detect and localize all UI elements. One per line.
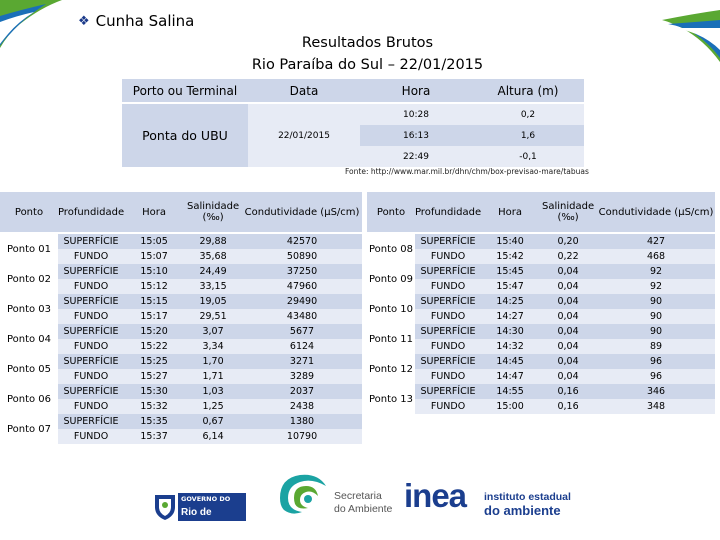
table-row bbox=[367, 309, 715, 324]
point-label: Ponto 01 bbox=[0, 233, 58, 264]
time-cell: 15:22 bbox=[124, 339, 184, 354]
conductivity-cell: 10790 bbox=[242, 429, 362, 444]
tide-header-hora: Hora bbox=[360, 79, 472, 103]
tide-hora: 16:13 bbox=[360, 125, 472, 146]
tide-port: Ponta do UBU bbox=[122, 103, 248, 167]
header-hora: Hora bbox=[124, 192, 184, 233]
conductivity-cell: 3271 bbox=[242, 354, 362, 369]
table-row bbox=[0, 414, 362, 429]
depth-cell: SUPERFÍCIE bbox=[58, 354, 124, 369]
conductivity-cell: 96 bbox=[597, 354, 715, 369]
salinity-cell: 24,49 bbox=[184, 264, 242, 279]
depth-cell: FUNDO bbox=[415, 339, 481, 354]
point-label: Ponto 06 bbox=[0, 384, 58, 414]
secretaria-ambiente-logo bbox=[276, 470, 396, 518]
depth-cell: SUPERFÍCIE bbox=[58, 384, 124, 399]
tide-row bbox=[122, 103, 584, 125]
tide-header-altura: Altura (m) bbox=[472, 79, 584, 103]
header-profundidade: Profundidade bbox=[415, 192, 481, 233]
salinity-cell: 0,04 bbox=[539, 324, 597, 339]
salinity-cell: 0,04 bbox=[539, 294, 597, 309]
salinity-cell: 35,68 bbox=[184, 249, 242, 264]
table-row bbox=[0, 354, 362, 369]
results-subtitle: Rio Paraíba do Sul – 22/01/2015 bbox=[251, 57, 484, 73]
point-label: Ponto 07 bbox=[0, 414, 58, 444]
conductivity-cell: 5677 bbox=[242, 324, 362, 339]
inea-logo bbox=[404, 477, 576, 523]
time-cell: 15:42 bbox=[481, 249, 539, 264]
conductivity-cell: 348 bbox=[597, 399, 715, 414]
swirl-icon bbox=[276, 470, 330, 518]
point-label: Ponto 04 bbox=[0, 324, 58, 354]
point-label: Ponto 09 bbox=[367, 264, 415, 294]
time-cell: 15:37 bbox=[124, 429, 184, 444]
inea-line2: do ambiente bbox=[484, 503, 561, 518]
time-cell: 15:27 bbox=[124, 369, 184, 384]
salinity-cell: 1,70 bbox=[184, 354, 242, 369]
time-cell: 15:35 bbox=[124, 414, 184, 429]
time-cell: 15:15 bbox=[124, 294, 184, 309]
rj-coat-of-arms-icon bbox=[152, 491, 178, 521]
header-salinidade: Salinidade (‰) bbox=[184, 192, 242, 233]
header-hora: Hora bbox=[481, 192, 539, 233]
time-cell: 15:05 bbox=[124, 233, 184, 249]
time-cell: 15:32 bbox=[124, 399, 184, 414]
salinity-cell: 1,71 bbox=[184, 369, 242, 384]
table-row bbox=[367, 279, 715, 294]
conductivity-cell: 2438 bbox=[242, 399, 362, 414]
table-row bbox=[367, 339, 715, 354]
results-title: Resultados Brutos bbox=[301, 35, 434, 51]
sec-line1: Secretaria bbox=[334, 490, 382, 502]
time-cell: 15:30 bbox=[124, 384, 184, 399]
depth-cell: FUNDO bbox=[415, 369, 481, 384]
time-cell: 14:30 bbox=[481, 324, 539, 339]
depth-cell: SUPERFÍCIE bbox=[415, 233, 481, 249]
table-row bbox=[367, 354, 715, 369]
tide-header-port: Porto ou Terminal bbox=[122, 79, 248, 103]
conductivity-cell: 6124 bbox=[242, 339, 362, 354]
tide-hora: 10:28 bbox=[360, 103, 472, 125]
depth-cell: FUNDO bbox=[58, 339, 124, 354]
depth-cell: FUNDO bbox=[58, 399, 124, 414]
location-title bbox=[78, 12, 194, 30]
salinity-cell: 29,88 bbox=[184, 233, 242, 249]
conductivity-cell: 92 bbox=[597, 279, 715, 294]
salinity-cell: 0,16 bbox=[539, 384, 597, 399]
depth-cell: FUNDO bbox=[415, 249, 481, 264]
sec-line2: do Ambiente bbox=[334, 503, 393, 515]
salinity-cell: 6,14 bbox=[184, 429, 242, 444]
time-cell: 15:07 bbox=[124, 249, 184, 264]
time-cell: 15:25 bbox=[124, 354, 184, 369]
salinity-cell: 3,34 bbox=[184, 339, 242, 354]
point-label: Ponto 11 bbox=[367, 324, 415, 354]
depth-cell: SUPERFÍCIE bbox=[58, 264, 124, 279]
conductivity-cell: 47960 bbox=[242, 279, 362, 294]
conductivity-cell: 346 bbox=[597, 384, 715, 399]
depth-cell: SUPERFÍCIE bbox=[415, 294, 481, 309]
header-condutividade: Condutividade (µS/cm) bbox=[242, 192, 362, 233]
table-row bbox=[367, 233, 715, 249]
time-cell: 14:25 bbox=[481, 294, 539, 309]
measurements-table-left bbox=[0, 192, 362, 444]
conductivity-cell: 50890 bbox=[242, 249, 362, 264]
depth-cell: FUNDO bbox=[415, 309, 481, 324]
table-row bbox=[0, 384, 362, 399]
conductivity-cell: 29490 bbox=[242, 294, 362, 309]
salinity-cell: 0,04 bbox=[539, 339, 597, 354]
depth-cell: SUPERFÍCIE bbox=[58, 414, 124, 429]
time-cell: 14:27 bbox=[481, 309, 539, 324]
time-cell: 14:47 bbox=[481, 369, 539, 384]
tide-altura: 1,6 bbox=[472, 125, 584, 146]
location-label: Cunha Salina bbox=[95, 12, 195, 30]
conductivity-cell: 96 bbox=[597, 369, 715, 384]
point-label: Ponto 10 bbox=[367, 294, 415, 324]
salinity-cell: 0,20 bbox=[539, 233, 597, 249]
depth-cell: SUPERFÍCIE bbox=[58, 294, 124, 309]
table-row bbox=[0, 294, 362, 309]
table-row bbox=[367, 399, 715, 414]
point-label: Ponto 12 bbox=[367, 354, 415, 384]
conductivity-cell: 43480 bbox=[242, 309, 362, 324]
tide-header-date: Data bbox=[248, 79, 360, 103]
conductivity-cell: 37250 bbox=[242, 264, 362, 279]
table-row bbox=[0, 264, 362, 279]
conductivity-cell: 3289 bbox=[242, 369, 362, 384]
conductivity-cell: 1380 bbox=[242, 414, 362, 429]
time-cell: 15:45 bbox=[481, 264, 539, 279]
tide-hora: 22:49 bbox=[360, 146, 472, 167]
depth-cell: SUPERFÍCIE bbox=[58, 233, 124, 249]
conductivity-cell: 89 bbox=[597, 339, 715, 354]
conductivity-cell: 427 bbox=[597, 233, 715, 249]
time-cell: 15:00 bbox=[481, 399, 539, 414]
table-row bbox=[367, 384, 715, 399]
conductivity-cell: 92 bbox=[597, 264, 715, 279]
conductivity-cell: 90 bbox=[597, 294, 715, 309]
depth-cell: FUNDO bbox=[58, 369, 124, 384]
time-cell: 15:40 bbox=[481, 233, 539, 249]
salinity-cell: 0,04 bbox=[539, 279, 597, 294]
point-label: Ponto 02 bbox=[0, 264, 58, 294]
salinity-cell: 1,25 bbox=[184, 399, 242, 414]
time-cell: 14:32 bbox=[481, 339, 539, 354]
depth-cell: FUNDO bbox=[58, 309, 124, 324]
time-cell: 15:12 bbox=[124, 279, 184, 294]
salinity-cell: 0,04 bbox=[539, 369, 597, 384]
header-ponto: Ponto bbox=[0, 192, 58, 233]
tide-date: 22/01/2015 bbox=[248, 103, 360, 167]
point-label: Ponto 03 bbox=[0, 294, 58, 324]
table-row bbox=[0, 324, 362, 339]
conductivity-cell: 468 bbox=[597, 249, 715, 264]
measurements-table-right bbox=[367, 192, 715, 414]
table-row bbox=[367, 249, 715, 264]
depth-cell: SUPERFÍCIE bbox=[415, 324, 481, 339]
salinity-cell: 3,07 bbox=[184, 324, 242, 339]
table-row bbox=[367, 324, 715, 339]
depth-cell: SUPERFÍCIE bbox=[415, 264, 481, 279]
point-label: Ponto 13 bbox=[367, 384, 415, 414]
point-label: Ponto 05 bbox=[0, 354, 58, 384]
depth-cell: SUPERFÍCIE bbox=[415, 384, 481, 399]
table-row bbox=[367, 369, 715, 384]
salinity-cell: 33,15 bbox=[184, 279, 242, 294]
conductivity-cell: 2037 bbox=[242, 384, 362, 399]
time-cell: 15:20 bbox=[124, 324, 184, 339]
tide-altura: 0,2 bbox=[472, 103, 584, 125]
time-cell: 15:10 bbox=[124, 264, 184, 279]
tide-source: Fonte: http://www.mar.mil.br/dhn/chm/box-previsao-mare/tabuas bbox=[345, 167, 589, 176]
inea-line1: instituto estadual bbox=[484, 491, 571, 503]
header-salinidade: Salinidade (‰) bbox=[539, 192, 597, 233]
table-row bbox=[367, 294, 715, 309]
salinity-cell: 19,05 bbox=[184, 294, 242, 309]
salinity-cell: 0,67 bbox=[184, 414, 242, 429]
conductivity-cell: 42570 bbox=[242, 233, 362, 249]
salinity-cell: 0,16 bbox=[539, 399, 597, 414]
depth-cell: FUNDO bbox=[58, 249, 124, 264]
conductivity-cell: 90 bbox=[597, 324, 715, 339]
time-cell: 15:47 bbox=[481, 279, 539, 294]
depth-cell: FUNDO bbox=[415, 279, 481, 294]
depth-cell: FUNDO bbox=[58, 279, 124, 294]
depth-cell: SUPERFÍCIE bbox=[415, 354, 481, 369]
inea-wordmark: inea bbox=[404, 477, 467, 514]
gov-line2: Rio de Janeiro bbox=[178, 505, 246, 521]
header-profundidade: Profundidade bbox=[58, 192, 124, 233]
depth-cell: FUNDO bbox=[415, 399, 481, 414]
time-cell: 14:45 bbox=[481, 354, 539, 369]
table-row bbox=[367, 264, 715, 279]
depth-cell: FUNDO bbox=[58, 429, 124, 444]
salinity-cell: 0,04 bbox=[539, 354, 597, 369]
diamond-bullet-icon: ❖ bbox=[78, 13, 90, 29]
time-cell: 15:17 bbox=[124, 309, 184, 324]
depth-cell: SUPERFÍCIE bbox=[58, 324, 124, 339]
salinity-cell: 1,03 bbox=[184, 384, 242, 399]
salinity-cell: 0,04 bbox=[539, 264, 597, 279]
header-ponto: Ponto bbox=[367, 192, 415, 233]
salinity-cell: 0,04 bbox=[539, 309, 597, 324]
table-row bbox=[0, 233, 362, 249]
conductivity-cell: 90 bbox=[597, 309, 715, 324]
time-cell: 14:55 bbox=[481, 384, 539, 399]
tide-altura: -0,1 bbox=[472, 146, 584, 167]
header-condutividade: Condutividade (µS/cm) bbox=[597, 192, 715, 233]
gov-rj-logo bbox=[152, 489, 248, 534]
salinity-cell: 0,22 bbox=[539, 249, 597, 264]
salinity-cell: 29,51 bbox=[184, 309, 242, 324]
gov-line1: GOVERNO DO bbox=[178, 493, 246, 505]
point-label: Ponto 08 bbox=[367, 233, 415, 264]
tide-table bbox=[122, 79, 584, 167]
